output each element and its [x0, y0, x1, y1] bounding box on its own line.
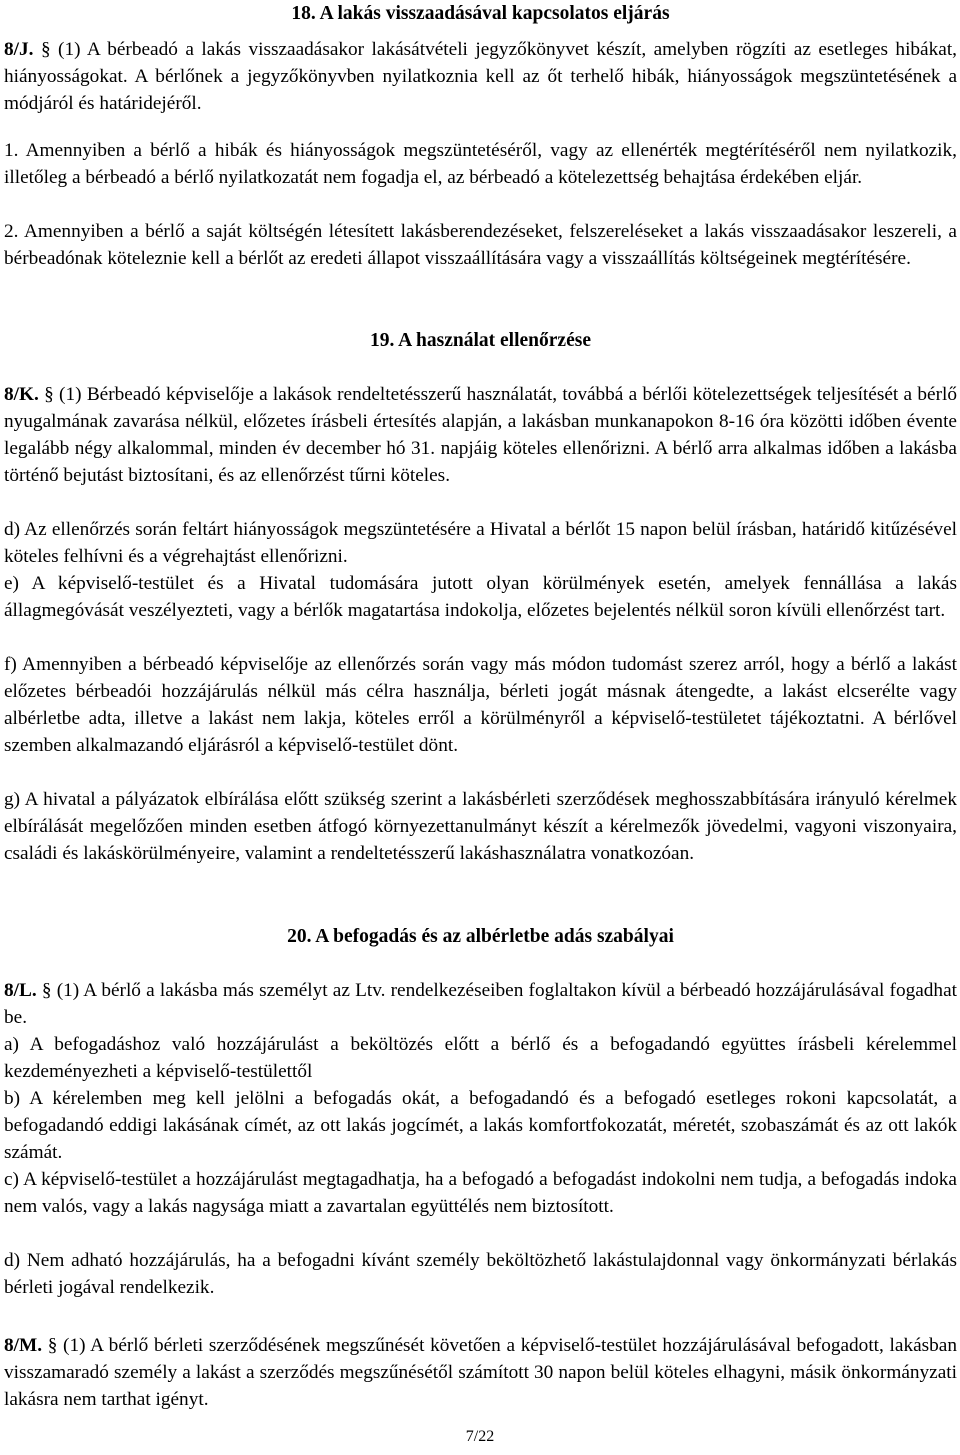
article-8l-point-c: c) A képviselő-testület a hozzájárulást megtagadhatja, ha a befogadó a befogadást indokolni nem tudja, a befogadás indoka nem valós, vagy a lakás nagysága miatt a zavartalan együttélés nem biztosított.: [4, 1169, 957, 1217]
section-heading-19: 19. A használat ellenőrzése: [370, 330, 591, 351]
article-number: 8/L.: [4, 980, 37, 1001]
section-heading-20: 20. A befogadás és az albérletbe adás szabályai: [287, 926, 674, 947]
paragraph-text: § (1) A bérbeadó a lakás visszaadásakor lakásátvételi jegyzőkönyvet készít, amelyben rögzíti az esetleges hibákat, hiányosságokat. A bérlőnek a jegyzőkönyvben nyilatkoznia kell az őt terhelő hibák, hiányosságok megszüntetésének a módjáról és határidejéről.: [4, 39, 957, 114]
article-number: 8/J.: [4, 39, 34, 60]
paragraph-text: § (1) A bérlő a lakásba más személyt az Ltv. rendelkezéseiben foglaltakon kívül a bérbeadó hozzájárulásával fogadhat be.: [4, 980, 957, 1028]
article-8j-point-1: 1. Amennyiben a bérlő a hibák és hiányosságok megszüntetéséről, vagy az ellenérték megtérítéséről nem nyilatkozik, illetőleg a bérbeadó a bérlő nyilatkozatát nem fogadja el, az bérbeadó a kötelezettség behajtása érdekében eljár.: [4, 140, 957, 188]
article-8m-paragraph-1: [4, 1332, 957, 1413]
section-heading-18: 18. A lakás visszaadásával kapcsolatos eljárás: [291, 3, 670, 24]
article-8k-point-f: f) Amennyiben a bérbeadó képviselője az ellenőrzés során vagy más módon tudomást szerez arról, hogy a bérlő a lakást előzetes bérbeadói hozzájárulás nélkül más célra használja, bérleti jogát másnak átengedte, a lakást elcserélte vagy albérletbe adta, illetve a lakást nem lakja, köteles erről a körülményről a képviselő-testületet tájékoztatni. A bérlővel szemben alkalmazandó eljárásról a képviselő-testület dönt.: [4, 654, 957, 756]
article-8k-point-d: d) Az ellenőrzés során feltárt hiányosságok megszüntetésére a Hivatal a bérlőt 15 napon belül írásban, határidő kitűzésével köteles felhívni és a végrehajtást ellenőrizni.: [4, 519, 957, 567]
paragraph-text: § (1) Bérbeadó képviselője a lakások rendeltetésszerű használatát, továbbá a bérlői kötelezettségek teljesítését a bérlő nyugalmának zavarása nélkül, előzetes írásbeli értesítés alapján, a lakásban munkanapokon 8-16 óra közötti időben évente legalább négy alkalommal, minden év december hó 31. napjáig köteles ellenőrizni. A bérlő arra alkalmas időben a lakásba történő bejutást biztosítani, és az ellenőrzést tűrni köteles.: [4, 384, 957, 486]
article-8k-paragraph-1: [4, 381, 957, 489]
article-8l-paragraph-1: [4, 977, 957, 1031]
article-8l-point-b: b) A kérelemben meg kell jelölni a befogadás okát, a befogadandó és a befogadó esetleges rokoni kapcsolatát, a befogadandó eddigi lakásának címét, az ott lakás jogcímét, a lakás komfortfokozatát, méretét, szobaszámát és az ott lakók számát.: [4, 1088, 957, 1163]
article-8l-point-d: d) Nem adható hozzájárulás, ha a befogadni kívánt személy beköltözhető lakástulajdonnal vagy önkormányzati bérlakás bérleti jogával rendelkezik.: [4, 1250, 957, 1298]
paragraph-text: § (1) A bérlő bérleti szerződésének megszűnését követően a képviselő-testület hozzájárulásával befogadott, lakásban visszamaradó személy a lakást a szerződés megszűnésétől számított 30 napon belül köteles elhagyni, másik önkormányzati lakásra nem tarthat igényt.: [4, 1335, 957, 1410]
article-8l-point-a: a) A befogadáshoz való hozzájárulást a beköltözés előtt a bérlő és a befogadandó együttes írásbeli kérelemmel kezdeményezheti a képviselő-testülettől: [4, 1034, 957, 1082]
article-8k-point-g: g) A hivatal a pályázatok elbírálása előtt szükség szerint a lakásbérleti szerződések meghosszabbítására irányuló kérelmek elbírálását megelőzően minden esetben átfogó környezettanulmányt készít a kérelmezők jövedelmi, vagyoni viszonyaira, családi és lakáskörülményeire, valamint a rendeltetésszerű lakáshasználatra vonatkozóan.: [4, 789, 957, 864]
article-8j-point-2: 2. Amennyiben a bérlő a saját költségén létesített lakásberendezéseket, felszereléseket a lakás visszaadásakor leszereli, a bérbeadónak köteleznie kell a bérlőt az eredeti állapot visszaállítására vagy a visszaállítás költségeinek megtérítésére.: [4, 221, 957, 269]
page-number: 7/22: [465, 1428, 495, 1445]
article-number: 8/K.: [4, 384, 39, 405]
article-8k-point-e: e) A képviselő-testület és a Hivatal tudomására jutott olyan körülmények esetén, amelyek fennállása a lakás állagmegóvását veszélyezteti, vagy a bérlők magatartása indokolja, előzetes bejelentés nélkül soron kívüli ellenőrzést tart.: [4, 573, 957, 621]
article-8j-paragraph-1: [4, 36, 957, 117]
article-number: 8/M.: [4, 1335, 43, 1356]
